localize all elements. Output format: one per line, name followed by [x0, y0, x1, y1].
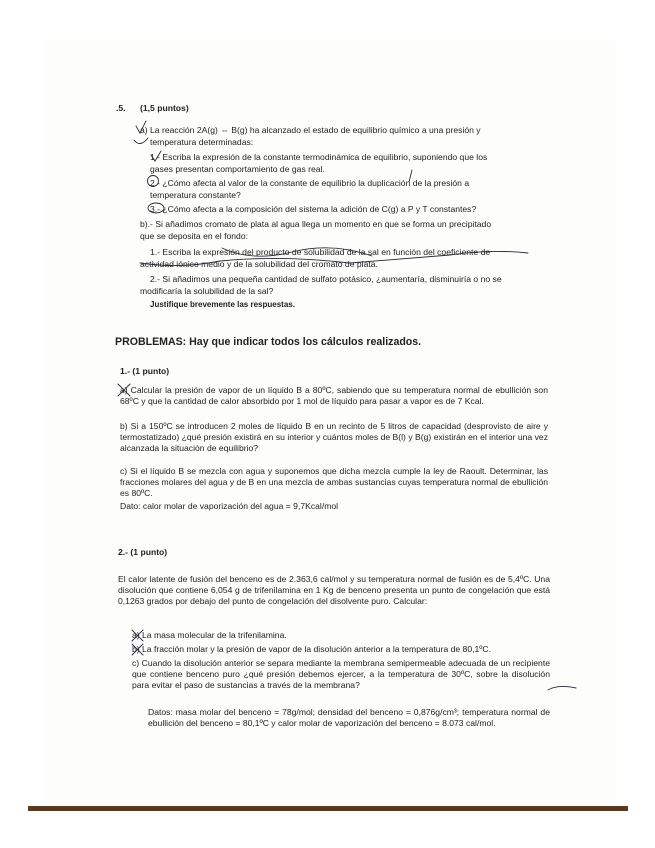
ink-tail — [548, 686, 576, 690]
problem-2-data: Datos: masa molar del benceno = 78g/mol; densidad del benceno = 0,876g/cm³; temperatura normal de ebullición del benceno = 80,1ºC y calor molar de vaporización del benceno = 8.073 cal/mol. — [148, 707, 550, 729]
q5-a2-line2: temperatura constante? — [150, 190, 241, 200]
problem-1-title: 1.- (1 punto) — [120, 366, 170, 376]
question-5-number: .5. — [116, 103, 126, 113]
q5-b2-line2: modificaría la solubilidad de la sal? — [140, 286, 274, 296]
ink-slash — [409, 170, 412, 182]
q5-a3-line1: 3.- ¿Cómo afecta a la composición del sistema la adición de C(g) a P y T constantes? — [150, 204, 477, 214]
problem-1-part-b: b) Si a 150ºC se introducen 2 moles de líquido B en un recinto de 5 litros de capacidad (desprovisto de aire y termostatizado) ¿qué presión existirá en su interior y cuántos moles de B(l) y B(g) existirán en el interior una vez alcanzada la situación de equilibrio? — [120, 421, 548, 454]
problem-2-intro: El calor latente de fusión del benceno es de 2.363,6 cal/mol y su temperatura normal de fusión es de 5,4ºC. Una disolución que contiene 6,054 g de trifenilamina en 1 Kg de benceno presenta un punto de congelación que está 0,1263 grados por debajo del punto de congelación del disolvente puro. Calcular: — [118, 574, 550, 607]
q5-b1-line1: 1.- Escriba la expresión del producto de solubilidad de la sal en función del coeficiente de — [150, 247, 491, 257]
ink-check-a1 — [151, 151, 161, 161]
q5-b-line2: que se deposita en el fondo: — [140, 231, 248, 241]
ink-check-a — [134, 121, 148, 144]
q5-justify-note: Justifique brevemente las respuestas. — [150, 300, 295, 309]
problems-heading: PROBLEMAS: Hay que indicar todos los cálculos realizados. — [115, 336, 422, 348]
q5-a-line1: a) La reacción 2A(g) ⇔ B(g) ha alcanzado el estado de equilibrio químico a una presión y — [140, 125, 481, 135]
ink-cross-p1a — [118, 384, 130, 396]
ink-cross-p2a — [132, 630, 143, 641]
ink-circle-a3 — [148, 203, 164, 213]
problem-1-data: Dato: calor molar de vaporización del agua = 9,7Kcal/mol — [120, 501, 339, 511]
question-5-points: (1,5 puntos) — [140, 103, 189, 113]
problem-2-title: 2.- (1 punto) — [118, 547, 168, 557]
ink-underline-b1 — [140, 251, 528, 265]
q5-a2-line1: 2.- ¿Cómo afecta al valor de la constante de equilibrio la duplicación de la presión a — [150, 178, 470, 188]
q5-b2-line1: 2.- Si añadimos una pequeña cantidad de sulfato potásico, ¿aumentaría, disminuiría o no se — [150, 274, 502, 284]
problem-1-part-c: c) Si el líquido B se mezcla con agua y suponemos que dicha mezcla cumple la ley de Raoult. Determinar, las fracciones molares del agua y de B en una mezcla de ambas sustancias cuyas temperatura normal de ebullición es 80ºC. — [120, 466, 549, 499]
q5-b-line1: b).- Si añadimos cromato de plata al agua llega un momento en que se forma un precipitado — [140, 219, 492, 229]
q5-a-line2: temperatura determinadas: — [150, 137, 254, 147]
q5-a1-line1: 1.- Escriba la expresión de la constante termodinámica de equilibrio, suponiendo que los — [150, 152, 488, 162]
problem-1-part-a: a) Calcular la presión de vapor de un líquido B a 80ºC, sabiendo que su temperatura normal de ebullición son 68ºC y que la cantidad de calor absorbido por 1 mol de líquido para pasar a vapor es de 7 Kcal. — [120, 385, 548, 407]
problem-2-part-c: c) Cuando la disolución anterior se separa mediante la membrana semipermeable adecuada de un recipiente que contiene benceno puro ¿qué presión debemos ejercer, a la temperatura de 30ºC, sobre la disolución para evitar el paso de sustancias a través de la membrana? — [132, 658, 550, 691]
q5-b1-line2: actividad iónico medio y de la solubilidad del cromato de plata. — [140, 259, 378, 269]
ink-cross-p2b — [132, 644, 143, 655]
q5-a1-line2: gases presentan comportamiento de gas real. — [150, 164, 325, 174]
ink-circle-a2 — [148, 176, 159, 187]
ink-scribble-b1 — [222, 248, 372, 256]
problem-2-part-b: b) La fracción molar y la presión de vapor de la disolución anterior a la temperatura de 80,1ºC. — [132, 644, 492, 654]
problem-2-part-a: a) La masa molecular de la trifenilamina. — [132, 630, 287, 640]
